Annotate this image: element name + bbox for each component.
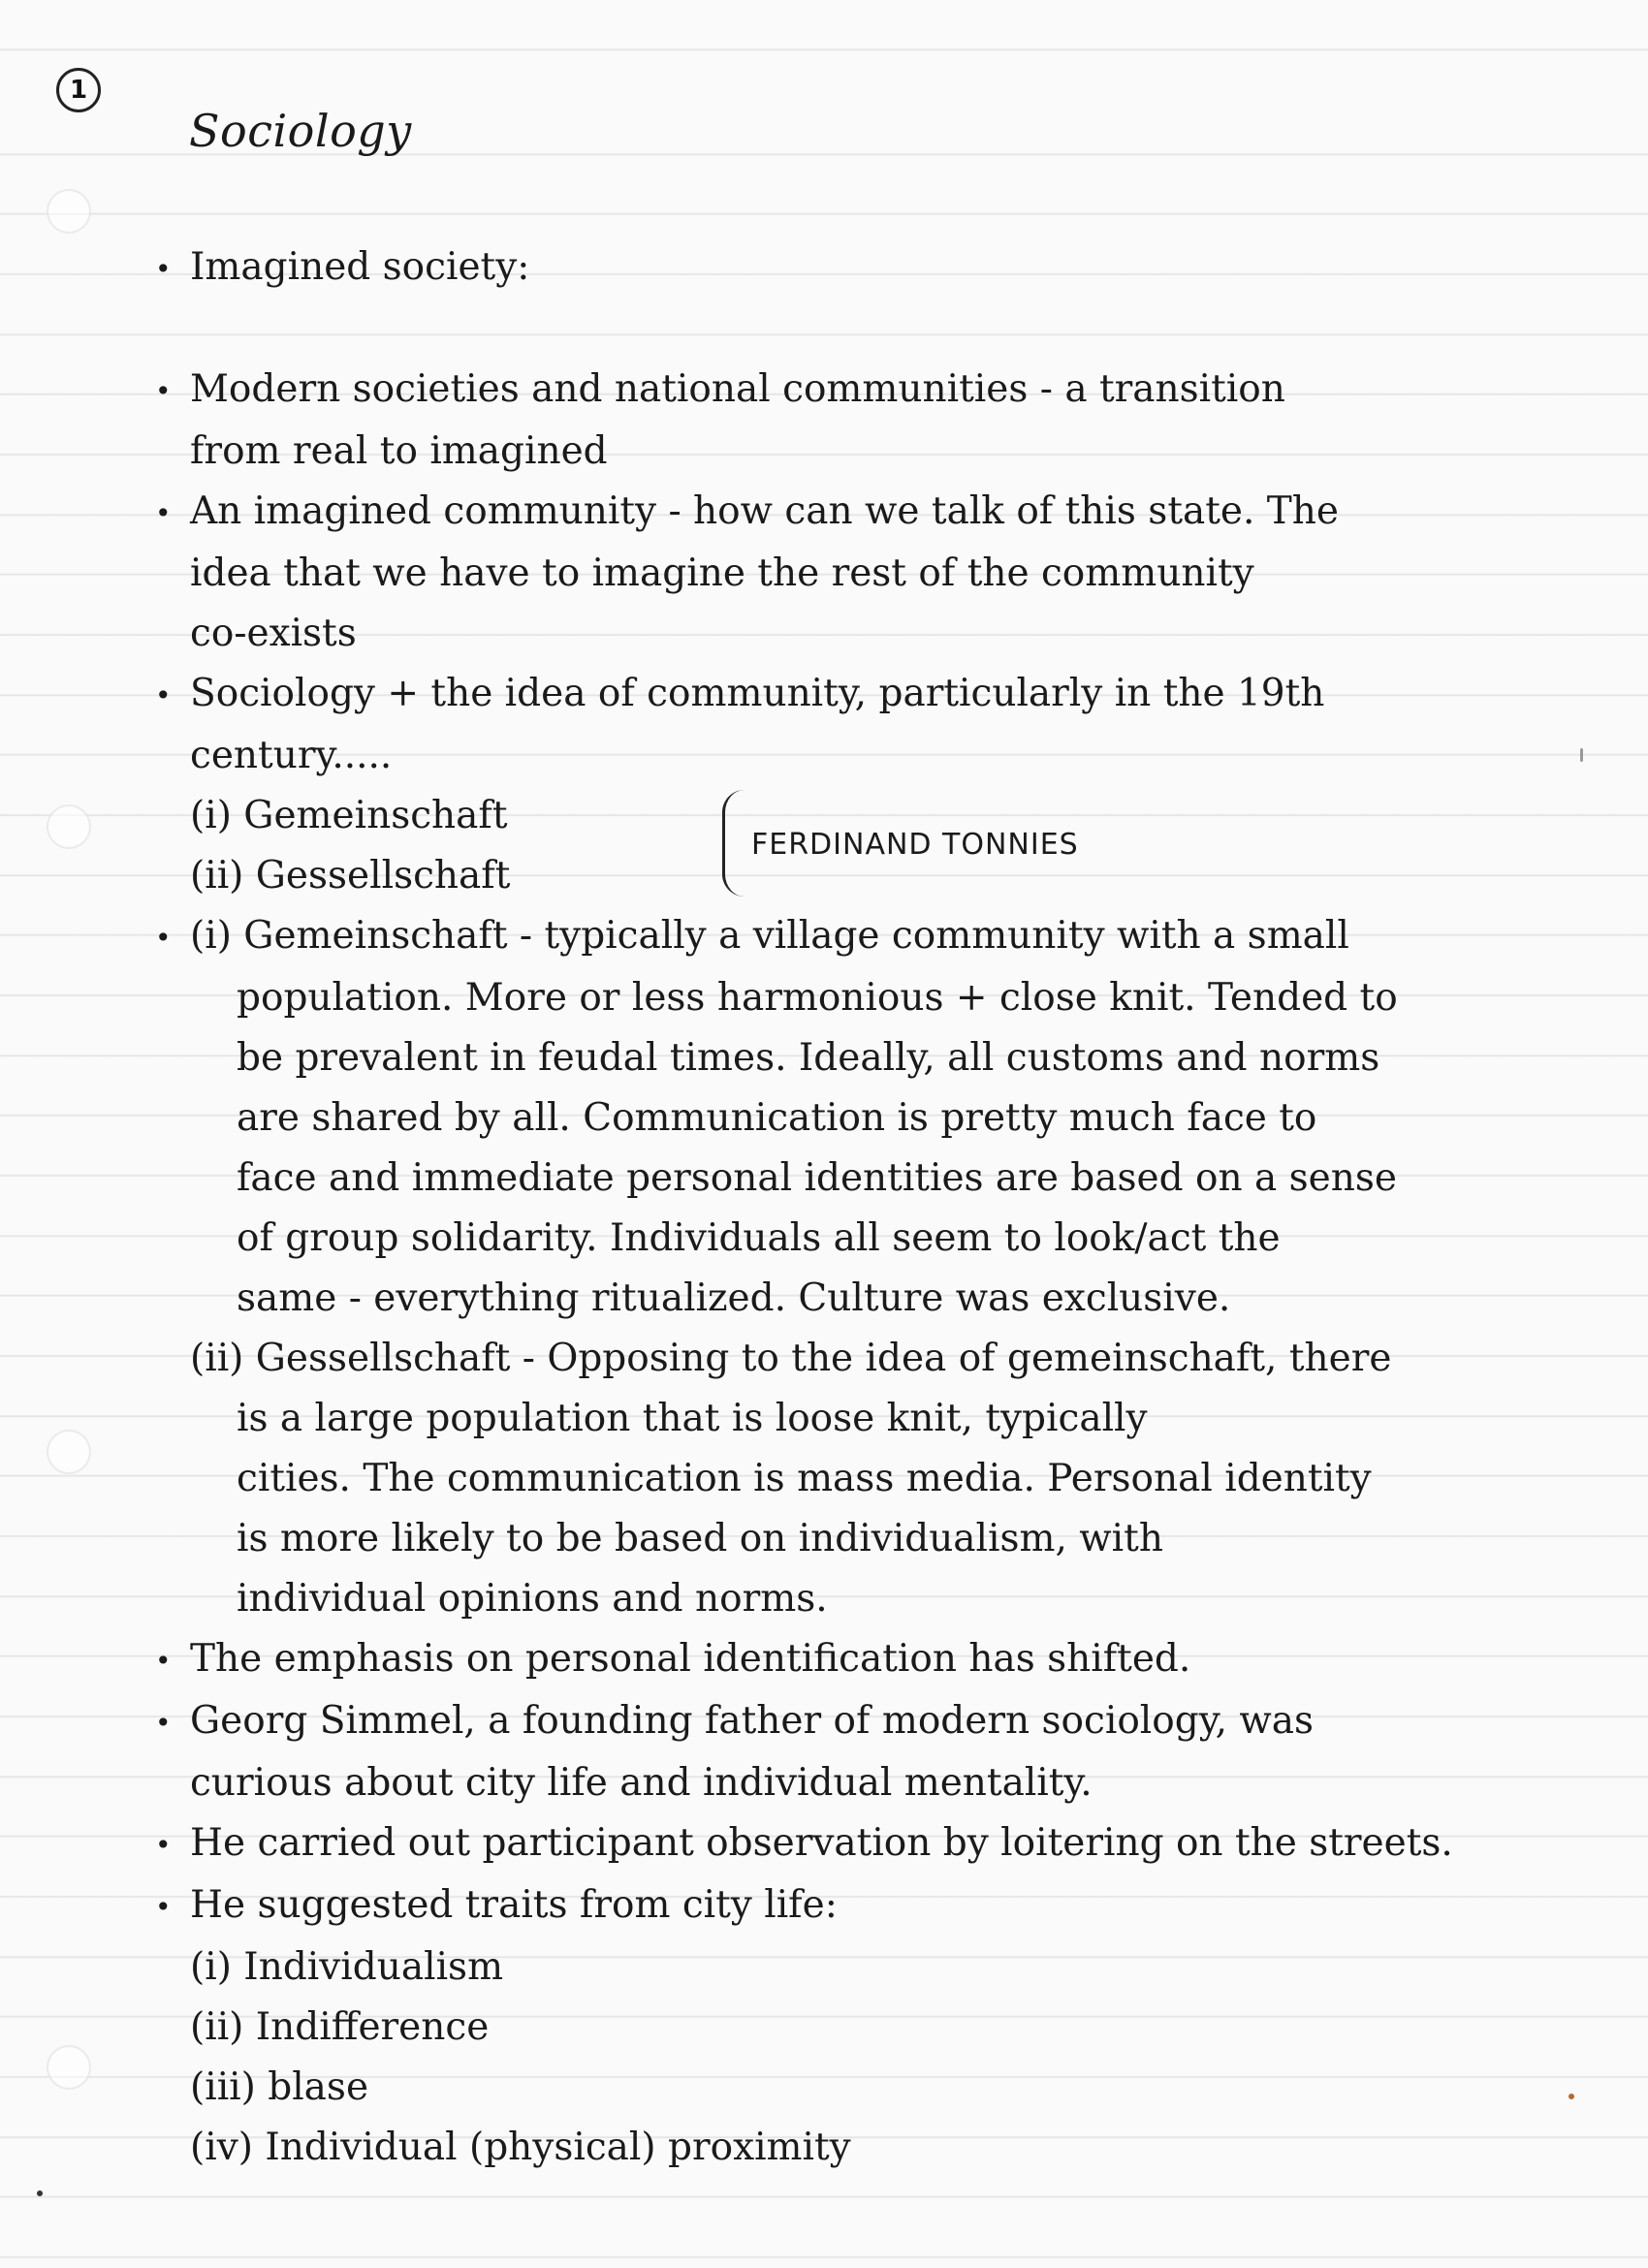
bullet-icon: •	[155, 922, 172, 954]
note-text: Imagined society:	[190, 245, 530, 289]
note-text: of group solidarity. Individuals all seem to look/act the	[237, 1216, 1281, 1260]
note-line	[155, 968, 1590, 1028]
trait-item	[155, 1937, 1590, 1998]
note-line	[155, 1028, 1590, 1088]
note-line	[155, 1691, 1590, 1753]
note-text: is a large population that is loose knit, typically	[237, 1397, 1148, 1440]
note-text: Georg Simmel, a founding father of modern sociology, was	[190, 1699, 1315, 1743]
note-text: (iii) blase	[190, 2065, 369, 2109]
note-text: (iv) Individual (physical) proximity	[190, 2126, 851, 2169]
note-line	[155, 1813, 1590, 1875]
note-line	[155, 1569, 1590, 1629]
note-text: The emphasis on personal identification has shifted.	[190, 1637, 1191, 1681]
trait-item	[155, 2058, 1590, 2118]
note-line	[155, 422, 1590, 482]
note-line	[155, 1329, 1590, 1389]
notes-body	[155, 237, 1590, 2178]
brace-icon	[722, 790, 745, 897]
note-line	[155, 544, 1590, 604]
paper-speck	[1569, 2094, 1574, 2099]
note-text: from real to imagined	[190, 429, 608, 473]
note-line	[155, 482, 1590, 544]
bullet-icon: •	[155, 1891, 172, 1923]
bullet-icon: •	[155, 1829, 172, 1861]
trait-item	[155, 1998, 1590, 2058]
note-text: is more likely to be based on individualism, with	[237, 1517, 1163, 1560]
note-line	[155, 1753, 1590, 1813]
bullet-icon: •	[155, 1707, 172, 1739]
note-line	[155, 1389, 1590, 1449]
note-text: are shared by all. Communication is pretty much face to	[237, 1096, 1317, 1140]
note-text: same - everything ritualized. Culture was exclusive.	[237, 1276, 1231, 1320]
note-line	[155, 1629, 1590, 1691]
note-line	[155, 360, 1590, 422]
paper-speck	[1580, 748, 1583, 762]
note-text: He carried out participant observation by loitering on the streets.	[190, 1821, 1453, 1865]
note-line	[155, 1509, 1590, 1569]
note-text: (i) Individualism	[190, 1945, 504, 1989]
punch-hole	[47, 2045, 91, 2090]
note-line	[155, 1875, 1590, 1937]
note-text: co-exists	[190, 612, 357, 655]
note-line	[155, 237, 1590, 299]
note-text: Sociology + the idea of community, particularly in the 19th	[190, 672, 1325, 715]
note-line	[155, 1269, 1590, 1329]
note-text: He suggested traits from city life:	[190, 1883, 838, 1927]
paper-speck	[37, 2190, 43, 2196]
concept-list	[190, 786, 510, 906]
page-title: Sociology	[189, 105, 412, 157]
page-number: 1	[56, 68, 101, 112]
punch-hole	[47, 189, 91, 234]
note-text: curious about city life and individual mentality.	[190, 1761, 1093, 1805]
tonnies-concepts	[155, 786, 1590, 906]
note-line	[155, 906, 1590, 968]
note-text: Modern societies and national communities - a transition	[190, 367, 1285, 411]
note-text: century.....	[190, 734, 393, 777]
note-text: idea that we have to imagine the rest of the community	[190, 551, 1254, 595]
note-text: cities. The communication is mass media. Personal identity	[237, 1457, 1372, 1500]
note-line	[155, 1088, 1590, 1149]
punch-hole	[47, 804, 91, 849]
note-line	[155, 726, 1590, 786]
punch-hole	[47, 1430, 91, 1474]
concept-item: (i) Gemeinschaft	[190, 794, 508, 837]
note-line	[155, 1449, 1590, 1509]
note-text: face and immediate personal identities are based on a sense	[237, 1156, 1397, 1200]
bullet-icon: •	[155, 497, 172, 529]
note-line	[155, 1209, 1590, 1269]
bullet-icon: •	[155, 253, 172, 285]
note-line	[155, 604, 1590, 664]
bullet-icon: •	[155, 679, 172, 711]
bullet-icon: •	[155, 1645, 172, 1677]
author-label: FERDINAND TONNIES	[751, 828, 1079, 862]
note-text: population. More or less harmonious + close knit. Tended to	[237, 976, 1398, 1020]
trait-item	[155, 2118, 1590, 2178]
note-text: (ii) Gessellschaft - Opposing to the idea of gemeinschaft, there	[190, 1337, 1392, 1380]
note-text: (ii) Indifference	[190, 2005, 490, 2049]
blank-line	[155, 299, 1590, 360]
note-text: individual opinions and norms.	[237, 1577, 828, 1621]
concept-item: (ii) Gessellschaft	[190, 854, 511, 898]
note-line	[155, 664, 1590, 726]
note-line	[155, 1149, 1590, 1209]
note-text: be prevalent in feudal times. Ideally, all customs and norms	[237, 1036, 1380, 1080]
note-text: (i) Gemeinschaft - typically a village community with a small	[190, 914, 1349, 958]
note-text: An imagined community - how can we talk of this state. The	[190, 489, 1340, 533]
bullet-icon: •	[155, 375, 172, 407]
